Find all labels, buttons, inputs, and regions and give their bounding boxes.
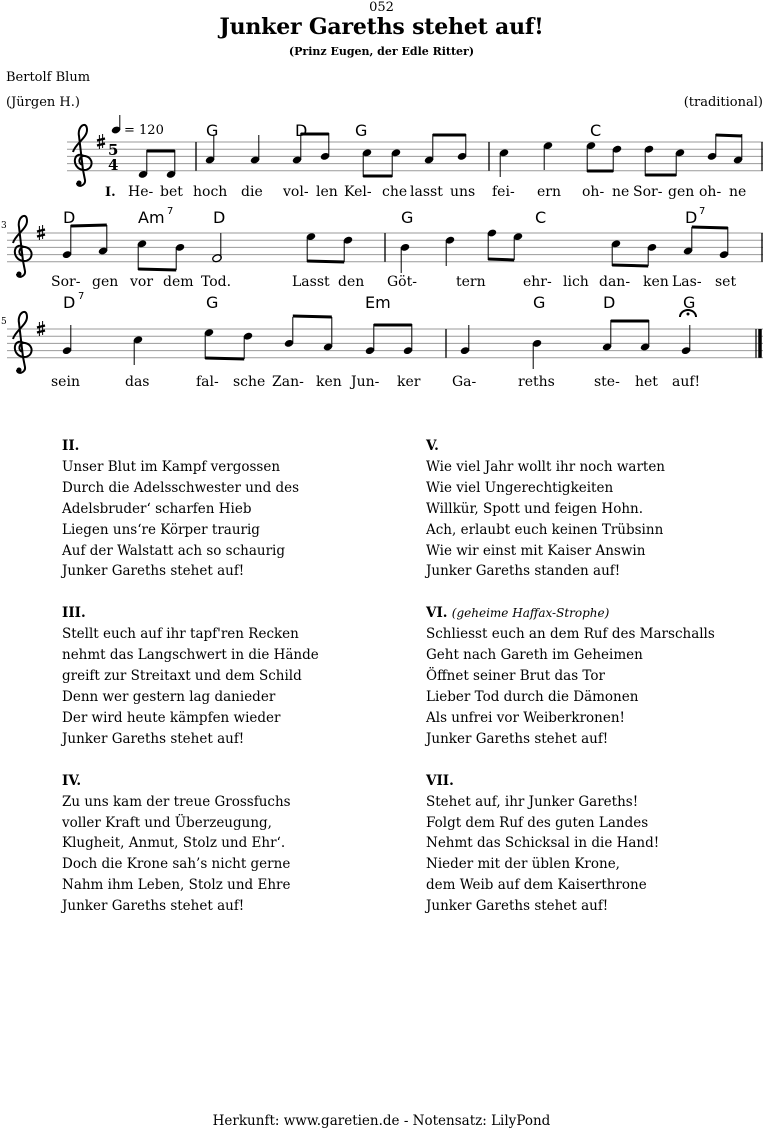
system-1 bbox=[67, 115, 763, 200]
verse-line: Denn wer gestern lag danieder bbox=[62, 688, 276, 705]
svg-text:Lasst: Lasst bbox=[292, 274, 330, 290]
chord-symbol: D bbox=[295, 121, 308, 140]
svg-text:die: die bbox=[241, 184, 263, 200]
verses-right-column bbox=[426, 436, 763, 938]
chord-symbol: G bbox=[355, 121, 368, 140]
lyrics-line-2 bbox=[51, 274, 736, 290]
verse-line: Wie viel Jahr wollt ihr noch warten bbox=[426, 458, 666, 475]
svg-text:Las-: Las- bbox=[672, 274, 702, 290]
verse-line: voller Kraft und Überzeugung, bbox=[62, 814, 272, 831]
svg-text:ste-: ste- bbox=[594, 374, 620, 390]
verse-label: II. bbox=[62, 438, 80, 454]
svg-text:tern: tern bbox=[456, 274, 486, 290]
verse-block bbox=[62, 603, 407, 749]
verse-line: Wie viel Ungerechtigkeiten bbox=[426, 479, 614, 496]
bar-number: 5 bbox=[1, 317, 7, 327]
svg-text:lich: lich bbox=[563, 274, 589, 290]
svg-text:set: set bbox=[715, 274, 737, 290]
verse-line: Ach, erlaubt euch keinen Trübsinn bbox=[426, 521, 664, 538]
svg-text:das: das bbox=[125, 374, 150, 390]
svg-text:ne: ne bbox=[729, 184, 747, 200]
chord-symbol: G bbox=[206, 293, 219, 312]
chord-symbol: G bbox=[683, 293, 696, 312]
chord-extension: 7 bbox=[167, 206, 174, 217]
svg-text:sein: sein bbox=[51, 374, 80, 390]
svg-text:auf!: auf! bbox=[672, 374, 701, 390]
composer-credit: (traditional) bbox=[683, 95, 763, 110]
verse-number: I. bbox=[105, 185, 116, 200]
svg-text:ne: ne bbox=[612, 184, 630, 200]
svg-text:reths: reths bbox=[518, 374, 555, 390]
verse-block bbox=[426, 436, 763, 582]
verse-line: Durch die Adelsschwester und des bbox=[62, 479, 300, 496]
chord-symbol: G bbox=[401, 208, 414, 227]
verse-line: Auf der Walstatt ach so schaurig bbox=[62, 542, 286, 559]
svg-text:len: len bbox=[316, 184, 338, 200]
svg-text:oh-: oh- bbox=[699, 184, 722, 200]
svg-text:Ga-: Ga- bbox=[452, 374, 477, 390]
verse-line: Nahm ihm Leben, Stolz und Ehre bbox=[62, 877, 291, 894]
bar-number: 3 bbox=[1, 221, 7, 231]
verse-line: Wie wir einst mit Kaiser Answin bbox=[426, 542, 646, 559]
treble-clef-icon bbox=[13, 312, 32, 373]
verse-block bbox=[62, 771, 407, 917]
svg-text:gen: gen bbox=[668, 184, 695, 200]
footer-credit: Herkunft: www.garetien.de - Notensatz: LilyPond bbox=[212, 1113, 551, 1129]
chord-symbol: Em bbox=[365, 293, 391, 312]
verse-label: IV. bbox=[62, 772, 82, 789]
svg-text:He-: He- bbox=[128, 184, 154, 200]
verse-line: Willkür, Spott und feigen Hohn. bbox=[426, 500, 644, 517]
verse-block bbox=[426, 771, 763, 917]
verse-line: Als unfrei vor Weiberkronen! bbox=[426, 709, 625, 726]
verse-block bbox=[62, 436, 407, 582]
system-2 bbox=[1, 206, 763, 290]
svg-text:fei-: fei- bbox=[492, 184, 515, 200]
staff-lines bbox=[67, 142, 763, 171]
svg-text:ern: ern bbox=[537, 184, 561, 200]
lyrics-line-1 bbox=[105, 184, 746, 200]
verse-line: dem Weib auf dem Kaiserthrone bbox=[426, 877, 647, 894]
chord-symbol: G bbox=[206, 121, 219, 140]
svg-text:hoch: hoch bbox=[193, 184, 228, 200]
music-score bbox=[0, 110, 763, 400]
treble-clef-icon bbox=[73, 125, 92, 186]
chord-symbol: C bbox=[535, 208, 547, 227]
svg-text:ken: ken bbox=[316, 374, 342, 390]
chord-symbol: Am bbox=[138, 208, 165, 227]
verse-line: greift zur Streitaxt und dem Schild bbox=[62, 668, 302, 685]
svg-text:Sor-: Sor- bbox=[633, 184, 663, 200]
lyrics-line-3 bbox=[51, 374, 700, 390]
verse-line: Unser Blut im Kampf vergossen bbox=[62, 458, 281, 475]
verse-line: Doch die Krone sah’s nicht gerne bbox=[62, 856, 291, 873]
chord-symbol: D bbox=[63, 208, 76, 227]
chord-extension: 7 bbox=[699, 206, 706, 217]
chord-symbol: D bbox=[685, 208, 698, 227]
verse-line: Junker Gareths stehet auf! bbox=[62, 730, 245, 747]
song-subtitle: (Prinz Eugen, der Edle Ritter) bbox=[288, 45, 475, 58]
svg-text:het: het bbox=[635, 374, 658, 390]
verse-line: Junker Gareths stehet auf! bbox=[426, 730, 609, 747]
svg-text:Göt-: Göt- bbox=[387, 274, 417, 290]
svg-text:den: den bbox=[338, 274, 365, 290]
verse-line: Junker Gareths stehet auf! bbox=[62, 563, 245, 580]
verse-label: V. bbox=[426, 438, 439, 454]
svg-text:ken: ken bbox=[643, 274, 669, 290]
svg-text:Sor-: Sor- bbox=[51, 274, 81, 290]
chord-symbol: D bbox=[63, 293, 76, 312]
svg-text:oh-: oh- bbox=[582, 184, 605, 200]
verse-line: Lieber Tod durch die Dämonen bbox=[426, 688, 639, 705]
svg-text:bet: bet bbox=[160, 184, 183, 200]
verse-line: Zu uns kam der treue Grossfuchs bbox=[62, 793, 291, 810]
verse-line: Der wird heute kämpfen wieder bbox=[62, 709, 281, 726]
verses-left-column bbox=[62, 436, 407, 938]
poet-credit: Bertolf Blum bbox=[6, 70, 91, 85]
verse-line: Liegen uns‘re Körper traurig bbox=[62, 521, 260, 538]
verse-note: (geheime Haffax-Strophe) bbox=[451, 606, 610, 621]
chord-symbol: D bbox=[213, 208, 226, 227]
verse-line: Junker Gareths standen auf! bbox=[426, 563, 621, 580]
svg-text:sche: sche bbox=[233, 374, 266, 390]
chord-symbol: C bbox=[590, 121, 602, 140]
svg-text:fal-: fal- bbox=[196, 374, 219, 390]
verse-label: VI. bbox=[426, 605, 448, 622]
chord-symbol: D bbox=[603, 293, 616, 312]
verse-line: Nieder mit der üblen Krone, bbox=[426, 856, 620, 873]
tempo-mark bbox=[111, 115, 164, 138]
verse-line: Öffnet seiner Brut das Tor bbox=[426, 668, 605, 685]
svg-text:Tod.: Tod. bbox=[201, 274, 232, 290]
system-3 bbox=[1, 291, 763, 390]
verse-line: Junker Gareths stehet auf! bbox=[426, 898, 609, 915]
tempo-label: = 120 bbox=[124, 123, 164, 138]
svg-text:vol-: vol- bbox=[283, 184, 309, 200]
chord-symbol: G bbox=[533, 293, 546, 312]
treble-clef-icon bbox=[13, 216, 32, 277]
time-signature-denominator: 4 bbox=[108, 156, 119, 174]
svg-text:uns: uns bbox=[450, 184, 476, 200]
verse-block bbox=[426, 603, 763, 749]
svg-text:ehr-: ehr- bbox=[523, 274, 552, 290]
verse-label: VII. bbox=[426, 772, 454, 789]
verse-line: Geht nach Gareth im Geheimen bbox=[426, 647, 643, 664]
svg-text:Jun-: Jun- bbox=[351, 374, 380, 390]
opus-number: 052 bbox=[369, 0, 394, 15]
arranger-credit: (Jürgen H.) bbox=[6, 95, 80, 110]
svg-text:dem: dem bbox=[163, 274, 194, 290]
verse-line: Junker Gareths stehet auf! bbox=[62, 898, 245, 915]
verse-line: Folgt dem Ruf des guten Landes bbox=[426, 814, 649, 831]
svg-text:dan-: dan- bbox=[599, 274, 631, 290]
svg-text:lasst: lasst bbox=[410, 184, 443, 200]
svg-text:Kel-: Kel- bbox=[344, 184, 372, 200]
verse-line: Nehmt das Schicksal in die Hand! bbox=[426, 835, 660, 852]
verse-line: Schliesst euch an dem Ruf des Marschalls bbox=[426, 626, 715, 643]
svg-text:che: che bbox=[382, 184, 408, 200]
verse-line: Stellt euch auf ihr tapf'ren Recken bbox=[62, 626, 299, 643]
svg-text:gen: gen bbox=[92, 274, 119, 290]
time-signature-numerator: 5 bbox=[108, 141, 119, 159]
verse-label: III. bbox=[62, 605, 86, 622]
song-title: Junker Gareths stehet auf! bbox=[219, 14, 544, 40]
verse-line: Adelsbruder‘ scharfen Hieb bbox=[62, 500, 252, 517]
svg-text:Zan-: Zan- bbox=[272, 374, 304, 390]
verse-line: Klugheit, Anmut, Stolz und Ehr‘. bbox=[62, 835, 286, 852]
chord-extension: 7 bbox=[78, 291, 85, 302]
svg-text:ker: ker bbox=[397, 374, 421, 390]
verse-line: nehmt das Langschwert in die Hände bbox=[62, 647, 319, 664]
verse-line: Stehet auf, ihr Junker Gareths! bbox=[426, 793, 639, 810]
svg-text:vor: vor bbox=[130, 274, 154, 290]
